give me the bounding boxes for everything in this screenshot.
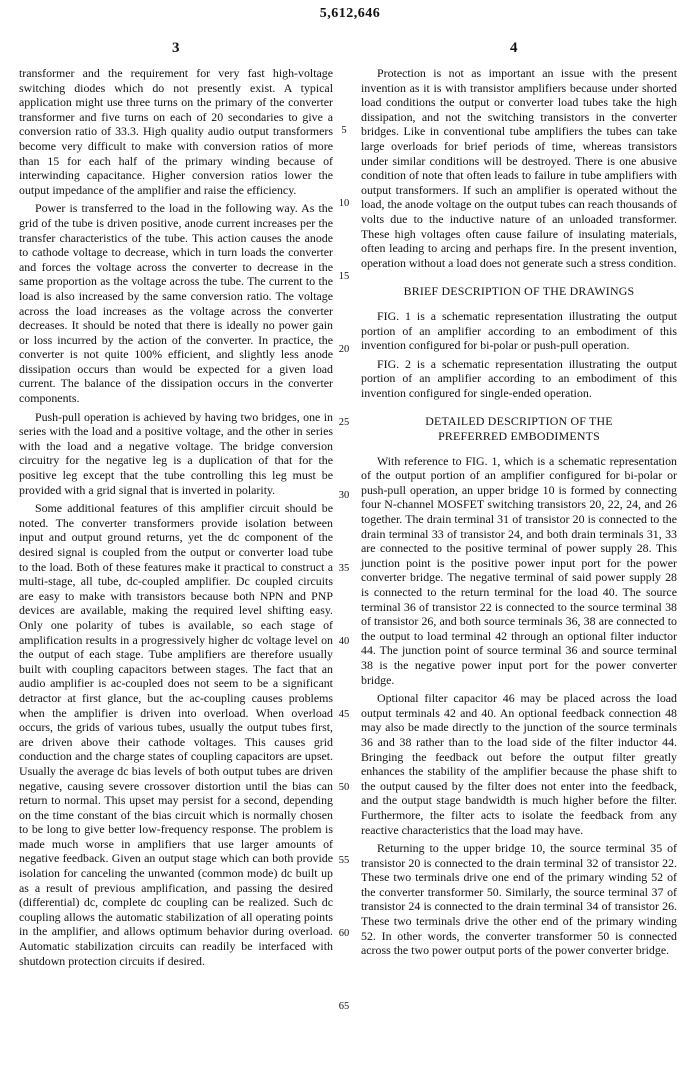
line-number: 55 bbox=[338, 855, 350, 866]
paragraph: Returning to the upper bridge 10, the source terminal 35 of transistor 20 is connected to the drain terminal 32 of transistor 22. These two terminals drive one end of the primary winding 52 of the converter transformer 50. Similarly, the source terminal 37 of transistor 24 is connected to the drain terminal 34 of transistor 26. These two terminals drive the other end of the primary winding 52. In other words, the converter transformer 50 is connected across the two power output ports of the power converter bridge. bbox=[361, 841, 677, 958]
line-number: 65 bbox=[338, 1001, 350, 1012]
drawings-heading: BRIEF DESCRIPTION OF THE DRAWINGS bbox=[403, 284, 635, 299]
figure-description: FIG. 2 is a schematic representation illustrating the output portion of an amplifier according to an embodiment of this invention configured for single-ended operation. bbox=[361, 356, 677, 400]
line-number: 50 bbox=[338, 782, 350, 793]
heading-line: PREFERRED EMBODIMENTS bbox=[438, 429, 600, 444]
line-number: 40 bbox=[338, 636, 350, 647]
column-number-left: 3 bbox=[172, 40, 180, 56]
figure-description: FIG. 1 is a schematic representation illustrating the output portion of an amplifier according to an embodiment of this invention configured for bi-polar or push-pull operation. bbox=[361, 308, 677, 353]
patent-number: 5,612,646 bbox=[319, 6, 381, 21]
right-text-column bbox=[361, 66, 677, 962]
line-number: 10 bbox=[338, 198, 350, 209]
line-number: 60 bbox=[338, 928, 350, 939]
paragraph: Protection is not as important an issue with the present invention as it is with transistor amplifiers because under shorted load conditions the output or converter load tubes take the high dissipation, and not the switching transistors in the converter bridges. Like in conventional tube amplifiers the tubes can take large overloads for brief periods of time, whereas transistors under similar conditions will be destroyed. There is one abusive condition of note that often leads to failure in tube amplifiers with output transformers. If such an amplifier is operated without the load, the anode voltage on the output tubes can reach thousands of volts due to the inductive nature of an unloaded transformer. These high voltages often cause failure of insulating materials, often leading to arcing and perhaps fire. In the present invention, operation without a load does not generate such a stress condition. bbox=[361, 66, 677, 270]
paragraph: Some additional features of this amplifier circuit should be noted. The converter transformers provide isolation between input and output ground returns, yet the dc component of the desired signal is coupled from the output or converter load tube to the load. Both of these features make it practical to construct a multi-stage, all tube, dc-coupled amplifier. Dc coupled circuits are easy to make with transistors because both NPN and PNP devices are available, making the required level shifting easy. Only one polarity of tubes is available, so each stage of amplification results in a progressively higher dc voltage level on the output of each stage. Tube amplifiers are therefore usually built with coupling capacitors between stages. The fact that an audio amplifier is ac-coupled does not seem to be a significant detractor at first glance, but the ac-coupling causes problems when the amplifier is driven into overload. When overload occurs, the grids of various tubes, usually the output tubes first, are driven above their cathode voltages. This causes grid conduction and the charge states of coupling capacitors are upset. Usually the average dc bias levels of both output tubes are driven negative, causing severe crossover distortion until the bias can return to normal. This upset may persist for a second, depending on the time constant of the bias circuit which is normally chosen to be long to give better low-frequency response. The problem is made much worse in amplifiers that use larger amounts of negative feedback. Given an output stage which can both provide isolation for canceling the unwanted (common mode) dc built up as a result of previous amplification, and passing the desired (differential) dc, complete dc coupling can be realized. Such dc coupling allows the automatic stabilization of all operating points in the amplifier, and allows optimum behavior during overload. Automatic stabilization circuits can readily be interfaced with shutdown protection circuits if desired. bbox=[19, 501, 333, 968]
line-number: 30 bbox=[338, 490, 350, 501]
detailed-description-heading bbox=[361, 414, 677, 443]
line-number: 5 bbox=[341, 125, 347, 136]
line-number: 35 bbox=[338, 563, 350, 574]
line-number: 15 bbox=[338, 271, 350, 282]
paragraph: transformer and the requirement for very fast high-voltage switching diodes which do not presently exist. A typical application might use three turns on the primary of the converter transformer and five turns on each of 20 secondaries to give a conversion ratio of 33.3. High quality audio output transformers become very difficult to make with conversion ratios of more than 15 for each half of the primary winding because of interwinding capacitance. Higher conversion ratios lower the output impedance of the amplifier and raise the efficiency. bbox=[19, 66, 333, 197]
line-number: 25 bbox=[338, 417, 350, 428]
left-text-column bbox=[19, 66, 333, 972]
paragraph: Power is transferred to the load in the following way. As the grid of the tube is driven positive, anode current increases per the transfer characteristics of the tube. This action causes the anode to cathode voltage to decrease, which in turn loads the converter and forces the voltage across the converter to decrease in the same proportion as the voltage across the tube. The current to the load is also increased by the same conversion ratio. The voltage across the load increases as the voltage across the converter decreases. It should be noted that there is ideally no power gain or loss incurred by the action of the converter. In practice, the converter is not quite 100% efficient, and slightly less anode dissipation occurs than would be expected for a given load current. The balance of the dissipation occurs in the converter components. bbox=[19, 201, 333, 406]
column-number-right: 4 bbox=[510, 40, 518, 56]
heading-line: DETAILED DESCRIPTION OF THE bbox=[425, 414, 613, 429]
line-number: 45 bbox=[338, 709, 350, 720]
paragraph: Push-pull operation is achieved by having two bridges, one in series with the load and a positive voltage, and the other in series with the load and a negative voltage. The bridge conversion circuitry for the negative leg is a duplication of that for the positive leg except that the tube controlling this leg must be provided with a grid signal that is inverted in polarity. bbox=[19, 409, 333, 497]
paragraph: With reference to FIG. 1, which is a schematic representation of the output portion of an amplifier configured for bi-polar or push-pull operation, an upper bridge 10 is formed by connecting four N-channel MOSFET switching transistors 20, 22, 24, and 26 together. The drain terminal 31 of transistor 20 is connected to the drain terminal 33 of transistor 24, and both drain terminals 31, 33 are connected to the positive terminal of power supply 28. This junction point is the positive power input port for the power converter bridge. The negative terminal of said power supply 28 is connected to the return terminal for the load 40. The source terminal 36 of transistor 22 is connected to the source terminal 38 of transistor 26, and both source terminals 36, 38 are connected to the output to load terminal 42 through an optional filter inductor 44. The junction point of source terminal 36 and source terminal 38 is the negative power input port for the power converter bridge. bbox=[361, 453, 677, 687]
paragraph: Optional filter capacitor 46 may be placed across the load output terminals 42 and 40. An optional feedback connection 48 may also be made directly to the junction of the source terminals 36 and 38 rather than to the load side of the filter inductor 44. Bringing the feedback out before the output filter greatly enhances the stability of the amplifier because the phase shift to the output caused by the filter does not enter into the feedback, and the output stage bandwidth is much higher before the filter. Furthermore, the filter acts to isolate the feedback from any reactive characteristics that the load may have. bbox=[361, 691, 677, 837]
line-number: 20 bbox=[338, 344, 350, 355]
